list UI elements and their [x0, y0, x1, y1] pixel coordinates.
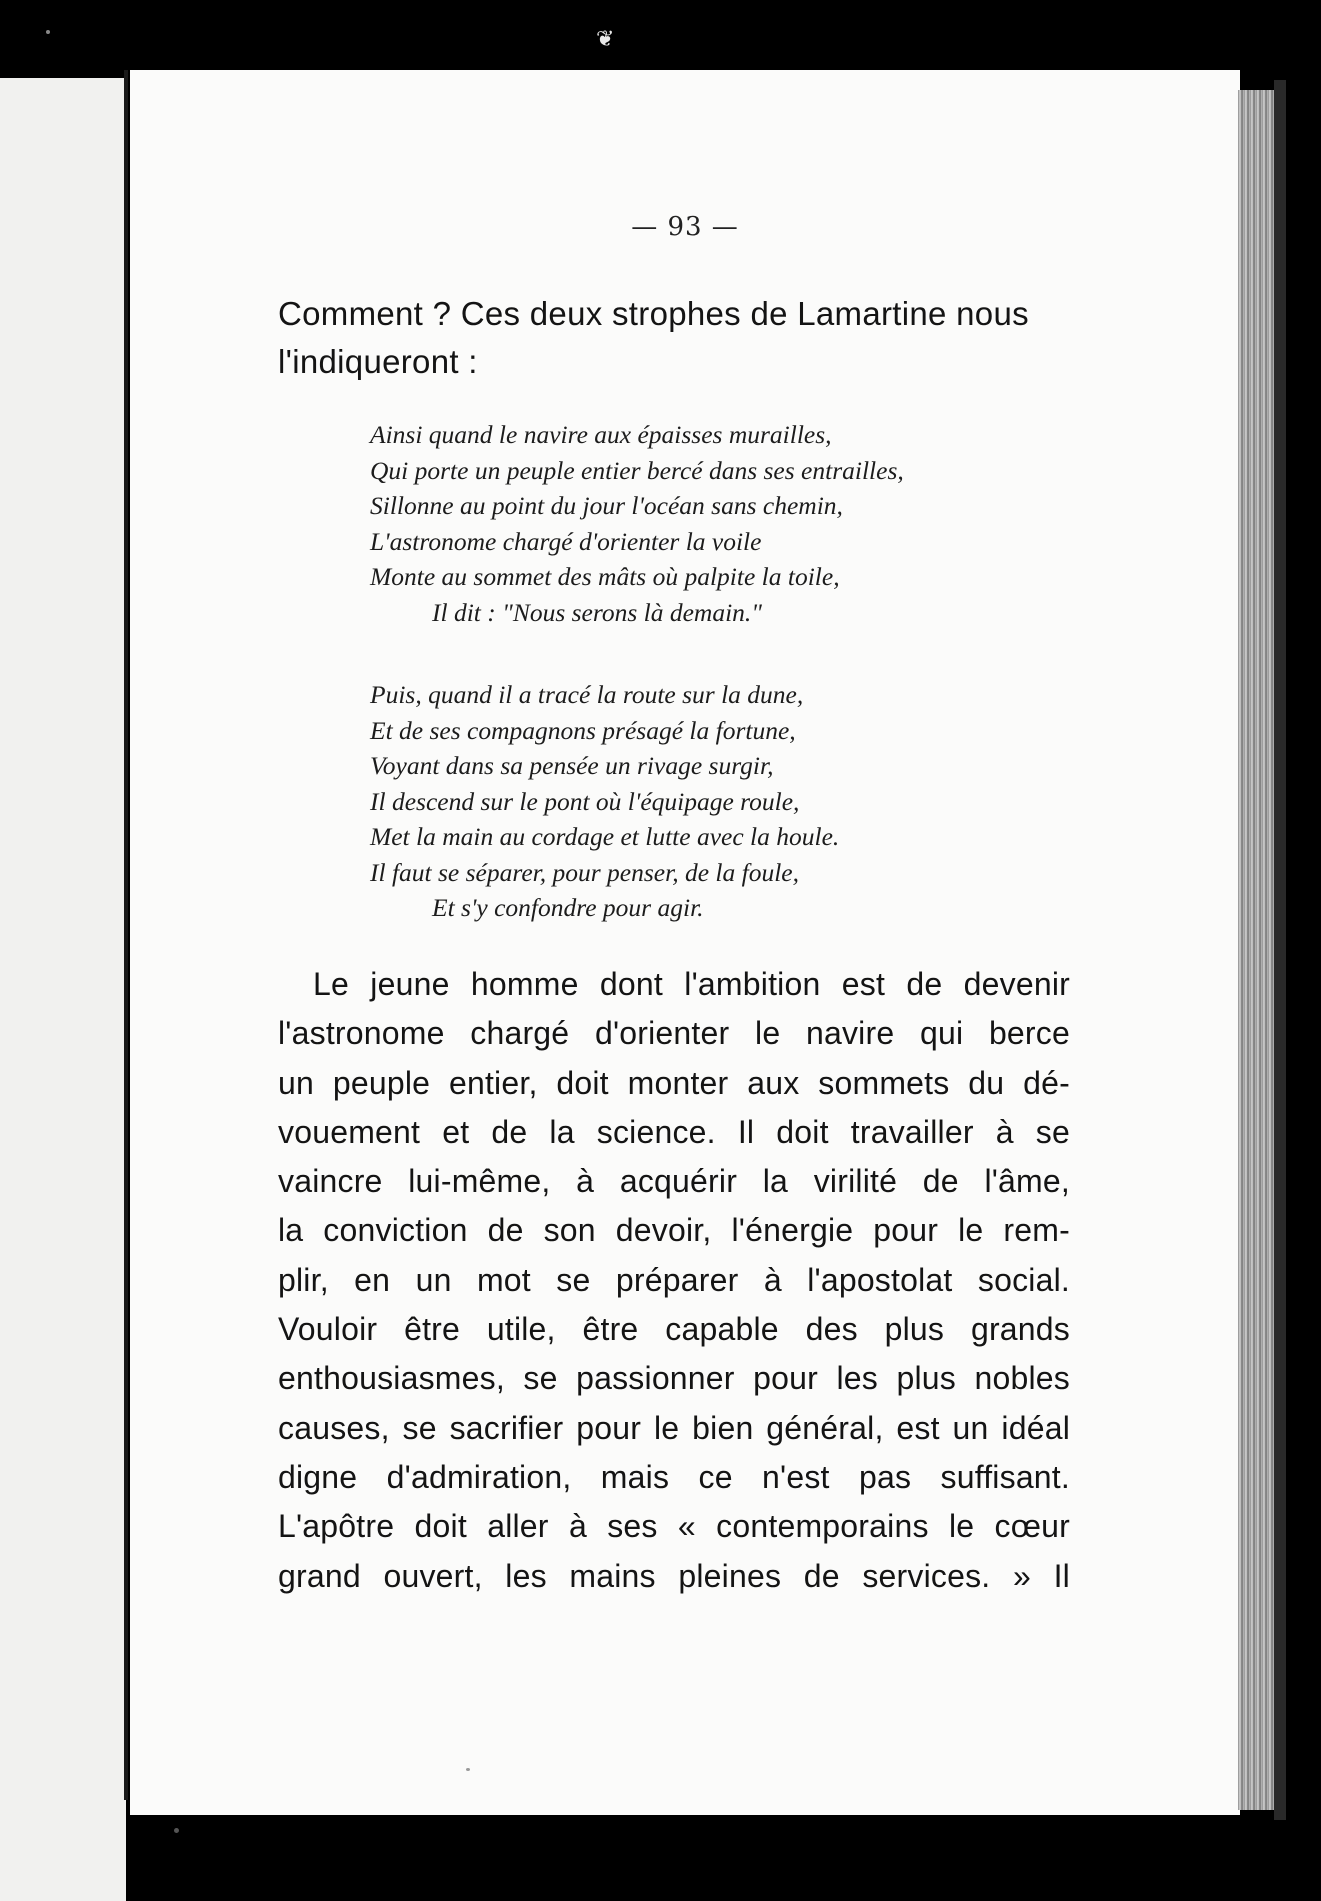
dust-speck: [46, 30, 50, 34]
body-line: un peuple entier, doit monter aux sommets du dé-: [278, 1064, 1070, 1101]
page-block-edge: [1238, 90, 1274, 1810]
body-line: vouement et de la science. Il doit travailler à se: [278, 1113, 1070, 1150]
intro-line: Comment ? Ces deux strophes de Lamartine nous: [278, 295, 1029, 332]
binding-shadow: [1274, 80, 1286, 1820]
dust-speck: [174, 1828, 179, 1833]
intro-line: l'indiqueront :: [278, 343, 478, 380]
body-line: la conviction de son devoir, l'énergie pour le rem-: [278, 1212, 1070, 1249]
poem-stanza-1: [370, 417, 1010, 630]
body-line: Vouloir être utile, être capable des plus grands: [278, 1311, 1070, 1348]
body-line: L'apôtre doit aller à ses « contemporains le cœur: [278, 1508, 1070, 1545]
dust-speck: [466, 1768, 470, 1771]
body-line: enthousiasmes, se passionner pour les plus nobles: [278, 1360, 1070, 1397]
body-line: Le jeune homme dont l'ambition est de devenir: [313, 966, 1070, 1002]
body-line: plir, en un mot se préparer à l'apostolat social.: [278, 1261, 1070, 1298]
verse: Puis, quand il a tracé la route sur la dune,: [370, 680, 804, 709]
verse: Voyant dans sa pensée un rivage surgir,: [370, 751, 774, 780]
intro-paragraph: [278, 290, 1078, 386]
body-line: grand ouvert, les mains pleines de services. » Il: [278, 1557, 1070, 1594]
body-line: vaincre lui-même, à acquérir la virilité de l'âme,: [278, 1163, 1070, 1200]
body-line: l'astronome chargé d'orienter le navire qui berce: [278, 1015, 1070, 1052]
body-line: digne d'admiration, mais ce n'est pas suffisant.: [278, 1458, 1070, 1495]
verse: Sillonne au point du jour l'océan sans chemin,: [370, 491, 843, 520]
verse-refrain: Et s'y confondre pour agir.: [432, 893, 704, 922]
poem-stanza-2: [370, 677, 1010, 926]
verse: Met la main au cordage et lutte avec la houle.: [370, 822, 840, 851]
page-number: — 93 —: [631, 212, 739, 242]
verse-refrain: Il dit : "Nous serons là demain.": [432, 597, 763, 627]
body-line: causes, se sacrifier pour le bien général, est un idéal: [278, 1409, 1070, 1446]
verse: Il faut se séparer, pour penser, de la foule,: [370, 857, 799, 887]
facing-page-edge: [0, 78, 126, 1901]
verse: Ainsi quand le navire aux épaisses murailles,: [370, 420, 832, 449]
verse: Il descend sur le pont où l'équipage roule,: [370, 786, 800, 816]
ornament-icon: ❦: [596, 27, 615, 52]
verse: Qui porte un peuple entier bercé dans ses entrailles,: [370, 455, 904, 485]
verse: L'astronome chargé d'orienter la voile: [370, 526, 762, 556]
verse: Et de ses compagnons présagé la fortune,: [370, 715, 796, 745]
gutter-shadow: [124, 70, 128, 1800]
body-paragraph: [278, 960, 1070, 1601]
verse: Monte au sommet des mâts où palpite la toile,: [370, 562, 840, 591]
